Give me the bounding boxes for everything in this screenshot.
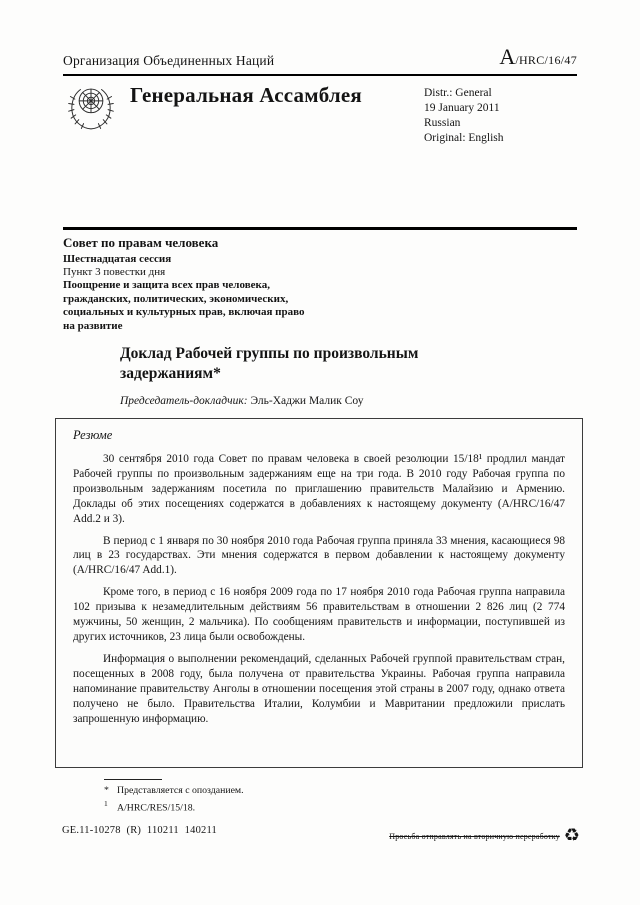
doc-symbol-prefix: A xyxy=(499,44,516,69)
header-rule xyxy=(63,74,577,76)
rapporteur-line xyxy=(120,395,363,407)
language-line: Russian xyxy=(424,117,461,129)
footnote-1 xyxy=(104,797,244,814)
rapporteur-label: Председатель-докладчик: xyxy=(120,395,248,407)
recycle-note xyxy=(389,827,580,845)
section-rule xyxy=(63,227,577,230)
agenda-item: Пункт 3 повестки дня xyxy=(63,266,166,278)
footer-document-id: GE.11-10278 (R) 110211 140211 xyxy=(62,825,217,836)
footnote-1-text: A/HRC/RES/15/18. xyxy=(117,802,196,814)
footnote-asterisk xyxy=(104,784,244,797)
session-number: Шестнадцатая сессия xyxy=(63,253,172,265)
council-title: Совет по правам человека xyxy=(63,235,219,250)
un-emblem-icon xyxy=(63,79,119,135)
footnote-separator xyxy=(104,779,162,780)
distr-block xyxy=(424,86,504,146)
summary-heading: Резюме xyxy=(73,428,113,442)
summary-box xyxy=(55,418,583,768)
doc-symbol-rest: /HRC/16/47 xyxy=(515,53,577,67)
footnote-1-marker: 1 xyxy=(104,799,108,808)
recycle-icon: ♻ xyxy=(563,825,580,846)
doc-symbol xyxy=(499,44,577,70)
recycle-text: Просьба отправлять на вторичную переработку xyxy=(389,831,560,841)
footnote-asterisk-text: Представляется с опозданием. xyxy=(117,785,244,796)
original-language-line: Original: English xyxy=(424,132,504,144)
report-title: Доклад Рабочей группы по произвольным задержаниям* xyxy=(120,345,419,382)
date-line: 19 January 2011 xyxy=(424,102,500,114)
agenda-title: Поощрение и защита всех прав человека, гражданских, политических, экономических, социальных и культурных прав, включая право на развитие xyxy=(63,279,305,332)
distr-line: Distr.: General xyxy=(424,87,492,99)
summary-paragraph-4: Информация о выполнении рекомендаций, сделанных Рабочей группой правительствам стран, посещенных в 2008 году, была получена от правительства Украины. Рабочая группа направила напоминание правительству Анголы в отношении посещения этой страны в 2007 году, однако ответа получено не было. Правительства Италии, Колумбии и Мавритании предложили прислать запрошенную информацию. xyxy=(73,652,565,725)
summary-paragraph-2: В период с 1 января по 30 ноября 2010 года Рабочая группа приняла 33 мнения, касающиеся 98 лиц в 23 государствах. Эти мнения содержатся в первом добавлении к настоящему документу (A/HRC/16/47 Add.1). xyxy=(73,534,565,577)
org-name: Организация Объединенных Наций xyxy=(63,53,275,68)
rapporteur-name: Эль-Хаджи Малик Соу xyxy=(250,395,364,407)
summary-paragraph-3: Кроме того, в период с 16 ноября 2009 года по 17 ноября 2010 года Рабочая группа направила 102 призыва к незамедлительным действиям 56 правительствам в отношении 2 826 лиц (2 774 мужчины, 50 женщин, 2 мальчика). По сообщениям правительств и информации, поступившей из других источников, 23 лица были освобождены. xyxy=(73,586,565,643)
assembly-title: Генеральная Ассамблея xyxy=(130,83,362,107)
footnote-asterisk-marker: * xyxy=(104,785,109,796)
footnotes xyxy=(104,784,244,814)
summary-paragraph-1: 30 сентября 2010 года Совет по правам человека в своей резолюции 15/18¹ продлил мандат Рабочей группы по произвольным задержаниям еще на три года. В 2010 году Рабочая группа по произвольным задержаниям посетила по приглашению правительств Малайзию и Армению. Доклады об этих посещениях содержатся в добавлениях к настоящему документу (A/HRC/16/47 Add.2 и 3). xyxy=(73,453,565,525)
